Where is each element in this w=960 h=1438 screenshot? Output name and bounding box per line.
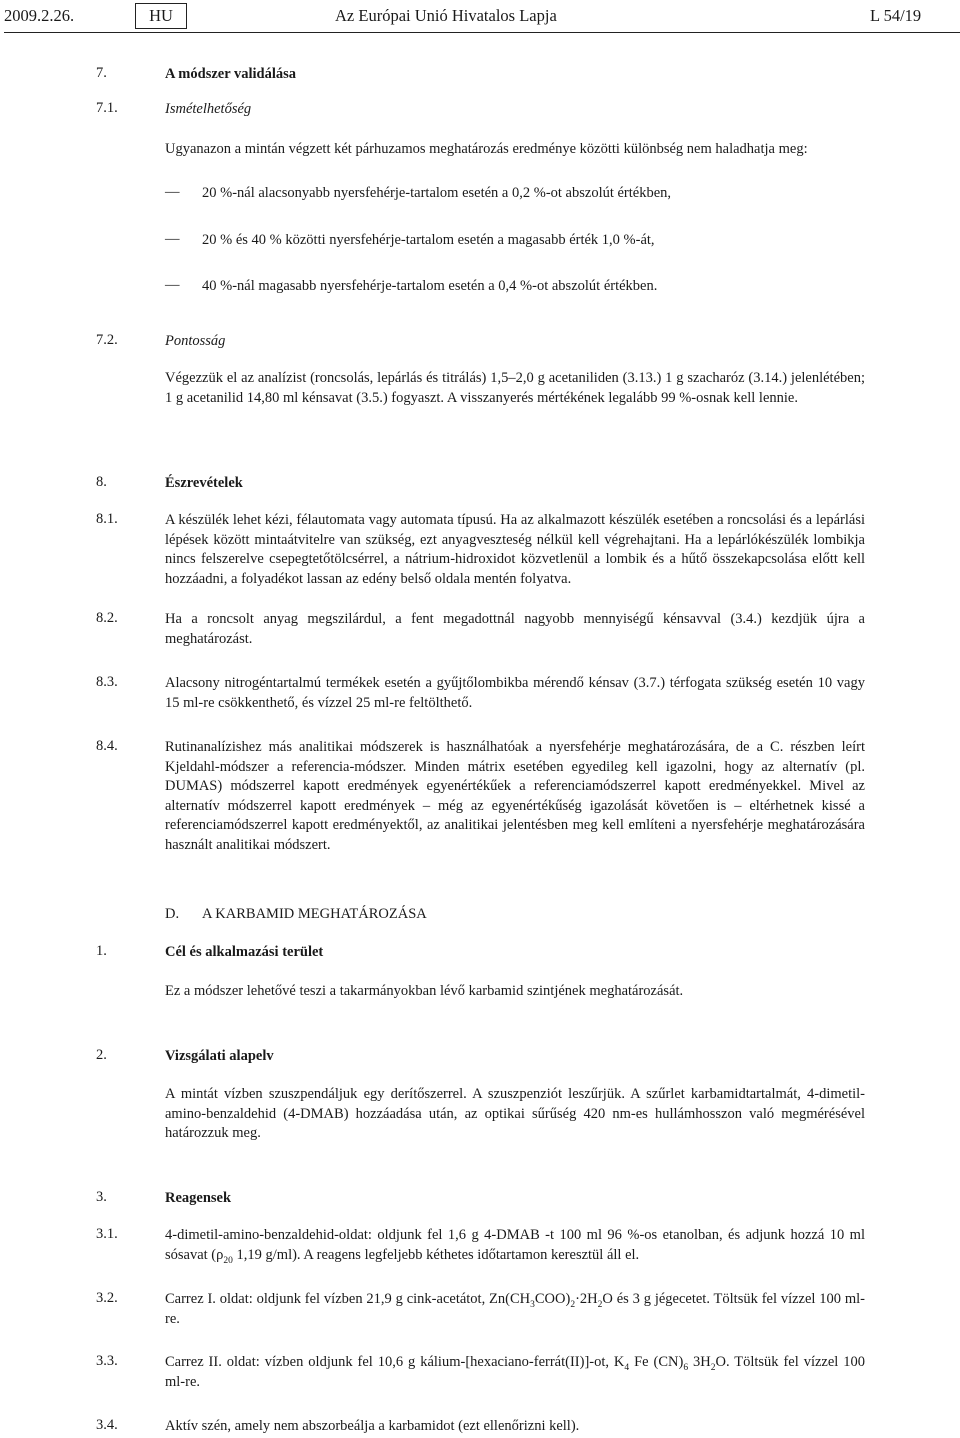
page-header bbox=[0, 0, 960, 30]
bullet-item: 20 % és 40 % közötti nyersfehérje-tartalom esetén a magasabb érték 1,0 %-át, bbox=[202, 232, 655, 248]
section-7-1-intro: Ugyanazon a mintán végzett két párhuzamos meghatározás eredménye közötti különbség nem haladhatja meg: bbox=[165, 141, 808, 157]
reagent-3-4-text: Aktív szén, amely nem abszorbeálja a karbamidot (ezt ellenőrizni kell). bbox=[165, 1418, 580, 1434]
bullet-dash: — bbox=[165, 231, 180, 247]
d-section-2-number: 2. bbox=[96, 1047, 107, 1063]
section-8-3-text: Alacsony nitrogéntartalmú termékek esetén a gyűjtőlombikba mérendő kénsav (3.7.) térfogata szükség esetén 10 vagy 15 ml-re csökkenthető, és vízzel 25 ml-re feltölthető. bbox=[165, 675, 865, 711]
d-section-1-title: Cél és alkalmazási terület bbox=[165, 944, 324, 960]
bullet-item: 20 %-nál alacsonyabb nyersfehérje-tartalom esetén a 0,2 %-ot abszolút értékben, bbox=[202, 185, 672, 201]
reagent-3-3-number: 3.3. bbox=[96, 1353, 118, 1369]
section-8-4-text: Rutinanalízishez más analitikai módszerek is használhatóak a nyersfehérje meghatározására, de a C. részben leírt Kjeldahl-módszer a referencia-módszer. Minden mátrix esetében egyedileg kell igazolni, hogy az alternatív (pl. DUMAS) módszerrel kapott eredmények egyenértékűek a referenciamódszerrel kapott eredményekkel. Mivel az alternatív módszerrel kapott eredmények – még az egyenértékűség igazolását követően is – eltérhetnek kissé a referenciamódszerrel kapott eredményektől, az analitikai jelentésben meg kell említeni a nyersfehérje meghatározására használt analitikai módszert. bbox=[165, 739, 865, 853]
d-section-3-number: 3. bbox=[96, 1189, 107, 1205]
section-8-2-number: 8.2. bbox=[96, 610, 118, 626]
section-8-4-number: 8.4. bbox=[96, 738, 118, 754]
header-journal-title: Az Európai Unió Hivatalos Lapja bbox=[335, 6, 557, 25]
section-7-1-title: Ismételhetőség bbox=[165, 101, 252, 117]
header-page-number: L 54/19 bbox=[870, 6, 922, 25]
reagent-3-1-number: 3.1. bbox=[96, 1226, 118, 1242]
reagent-3-2-number: 3.2. bbox=[96, 1290, 118, 1306]
section-7-2-text: Végezzük el az analízist (roncsolás, lepárlás és titrálás) 1,5–2,0 g acetaniliden (3.13.) 1 g szacharóz (3.14.) jelenlétében; 1 g acetanilid 14,80 ml kénsavat (3.5.) fogyaszt. A visszanyerés mértékének legalább 99 %-osnak kell lennie. bbox=[165, 370, 865, 406]
section-8-3-number: 8.3. bbox=[96, 674, 118, 690]
section-8-1-number: 8.1. bbox=[96, 511, 118, 527]
header-language-box: HU bbox=[135, 3, 187, 29]
section-7-title: A módszer validálása bbox=[165, 66, 297, 82]
d-section-1-number: 1. bbox=[96, 943, 107, 959]
reagent-3-2-text: Carrez I. oldat: oldjunk fel vízben 21,9 g cink-acetátot, $Zn(CH_3COO)_2\cdot 2H_2O$ és 3 g jégecetet. Töltsük fel vízzel 100 ml-re. bbox=[165, 1291, 866, 1327]
bullet-dash: — bbox=[165, 277, 180, 293]
reagent-3-4-number: 3.4. bbox=[96, 1417, 118, 1433]
section-7-1-number: 7.1. bbox=[96, 100, 118, 116]
header-divider bbox=[4, 32, 960, 33]
bullet-dash: — bbox=[165, 184, 180, 200]
header-date: 2009.2.26. bbox=[4, 6, 75, 25]
reagent-3-1-text: 4-dimetil-amino-benzaldehid-oldat: oldjunk fel 1,6 g 4-DMAB -t 100 ml 96 %-os etanolban, és adjunk hozzá 10 ml sósavat ($\rho_{20}$ 1,19 g/ml). A reagens legfeljebb kéthetes időtartamon keresztül áll el. bbox=[165, 1227, 865, 1266]
d-section-1-text: Ez a módszer lehetővé teszi a takarmányokban lévő karbamid szintjének meghatározását. bbox=[165, 983, 684, 999]
bullet-item: 40 %-nál magasabb nyersfehérje-tartalom esetén a 0,4 %-ot abszolút értékben. bbox=[202, 278, 658, 294]
d-section-2-title: Vizsgálati alapelv bbox=[165, 1048, 274, 1064]
section-7-2-number: 7.2. bbox=[96, 332, 118, 348]
part-d-label: D. bbox=[165, 906, 180, 922]
d-section-2-text: A mintát vízben szuszpendáljuk egy derítőszerrel. A szuszpenziót leszűrjük. A szűrlet karbamidtartalmát, 4-dimetil-amino-benzaldehid (4-DMAB) hozzáadása után, az optikai sűrűség 420 nm-es hullámhosszon való megmérésével határozzuk meg. bbox=[165, 1086, 865, 1141]
reagent-3-3-text: Carrez II. oldat: vízben oldjunk fel 10,6 g kálium-[hexaciano-ferrát(II)]-ot, $K_4$ Fe $(CN)_6$ $3H_2O$. Töltsük fel vízzel 100 ml-re. bbox=[165, 1354, 865, 1390]
section-7-number: 7. bbox=[96, 65, 107, 81]
section-8-number: 8. bbox=[96, 474, 107, 490]
section-7-2-title: Pontosság bbox=[165, 333, 226, 349]
section-8-2-text: Ha a roncsolt anyag megszilárdul, a fent megadottnál nagyobb mennyiségű kénsavval (3.4.) kezdjük újra a meghatározást. bbox=[165, 611, 865, 647]
section-8-title: Észrevételek bbox=[165, 475, 243, 491]
section-8-1-text: A készülék lehet kézi, félautomata vagy automata típusú. Ha az alkalmazott készülék esetében a roncsolási és a lepárlási lépések között mintaátvitelre van szükség, ezt anyagveszteség nélkül kell végrehajtani. Ha a lepárlókészülék lombikja nincs felszerelve csepegtetőtölcsérrel, a nátrium-hidroxidot közvetlenül a lombik és a hűtő összekapcsolása előtt kell hozzáadni, a folyadékot lassan az edény belső oldala mentén folyatva. bbox=[165, 512, 865, 587]
d-section-3-title: Reagensek bbox=[165, 1190, 232, 1206]
part-d-title: A KARBAMID MEGHATÁROZÁSA bbox=[202, 906, 427, 922]
